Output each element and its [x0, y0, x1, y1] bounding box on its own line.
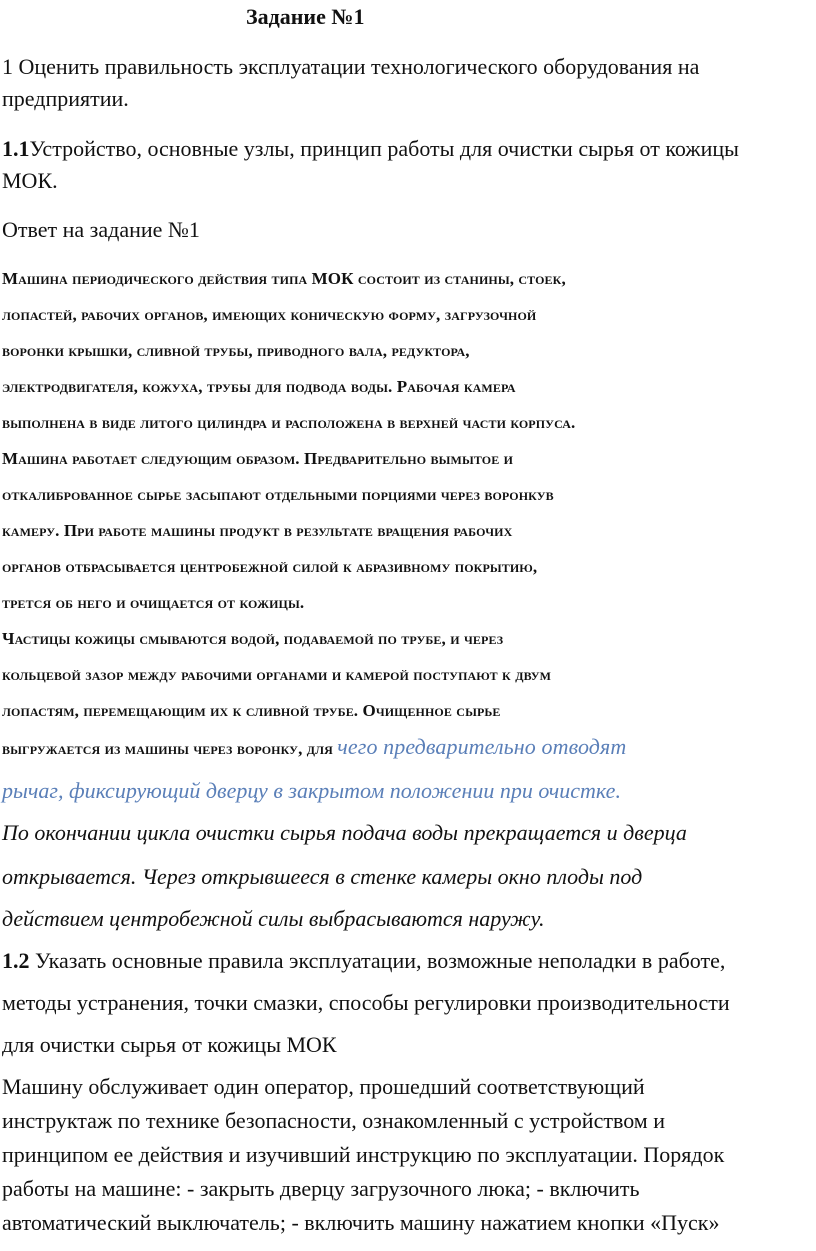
italic-line-3: действием центробежной силы выбрасываются наружу. [2, 906, 545, 931]
blue-italic-line: рычаг, фиксирующий дверцу в закрытом положении при очистке. [2, 778, 621, 803]
body-line-2: инструктаж по технике безопасности, ознакомленный с устройством и [2, 1108, 665, 1133]
body-line-5: автоматический выключатель; - включить машину нажатием кнопки «Пуск» [2, 1210, 720, 1235]
italic-line-1: По окончании цикла очистки сырья подача воды прекращается и дверца [2, 820, 687, 845]
answer-line-13: лопастям, перемещающим их к сливной трубе. Очищенное сырье [2, 701, 501, 720]
task1-line-2: предприятии. [2, 86, 129, 111]
task12-text: Указать основные правила эксплуатации, возможные неполадки в работе, [29, 948, 726, 973]
answer-line-7: откалиброванное сырье засыпают отдельными порциями через воронкув [2, 485, 554, 504]
answer-line-9: органов отбрасывается центробежной силой к абразивному покрытию, [2, 557, 538, 576]
task11-line-2: МОК. [2, 168, 58, 193]
body-line-4: работы на машине: - закрыть дверцу загрузочного люка; - включить [2, 1176, 640, 1201]
answer-line-14 [2, 734, 626, 762]
answer-heading: Ответ на задание №1 [2, 217, 200, 242]
page-title: Задание №1 [246, 4, 365, 29]
answer-line-3: воронки крышки, сливной трубы, приводного вала, редуктора, [2, 341, 470, 360]
answer-line-12: кольцевой зазор между рабочими органами и камерой поступают к двум [2, 665, 552, 684]
task12-line-3: для очистки сырья от кожицы МОК [2, 1032, 337, 1057]
task11-number: 1.1 [2, 136, 30, 161]
task1-line-1: 1 Оценить правильность эксплуатации технологического оборудования на [2, 54, 700, 79]
answer-line-4: электродвигателя, кожуха, трубы для подвода воды. Рабочая камера [2, 377, 516, 396]
task12-line-2: методы устранения, точки смазки, способы регулировки производительности [2, 990, 730, 1015]
body-line-3: принципом ее действия и изучивший инструкцию по эксплуатации. Порядок [2, 1142, 725, 1167]
answer-line-11: Частицы кожицы смываются водой, подаваемой по трубе, и через [2, 629, 504, 648]
body-line-1: Машину обслуживает один оператор, прошедший соответствующий [2, 1074, 645, 1099]
task12-line-1 [2, 948, 725, 974]
answer-line-14-blue: чего предварительно отводят [337, 734, 627, 759]
answer-line-2: лопастей, рабочих органов, имеющих коническую форму, загрузочной [2, 305, 537, 324]
italic-line-2: открывается. Через открывшееся в стенке камеры окно плоды под [2, 864, 643, 889]
task12-number: 1.2 [2, 948, 30, 973]
answer-line-5: выполнена в виде литого цилиндра и расположена в верхней части корпуса. [2, 413, 576, 432]
answer-line-8: камеру. При работе машины продукт в результате вращения рабочих [2, 521, 513, 540]
answer-line-1: Машина периодического действия типа МОК состоит из станины, стоек, [2, 269, 566, 288]
answer-line-10: трется об него и очищается от кожицы. [2, 593, 305, 612]
task11-text: Устройство, основные узлы, принцип работы для очистки сырья от кожицы [29, 136, 739, 161]
answer-line-14-smallcaps: выгружается из машины через воронку, для [2, 739, 338, 758]
answer-line-6: Машина работает следующим образом. Предварительно вымытое и [2, 449, 514, 468]
task11-line-1 [2, 136, 739, 162]
